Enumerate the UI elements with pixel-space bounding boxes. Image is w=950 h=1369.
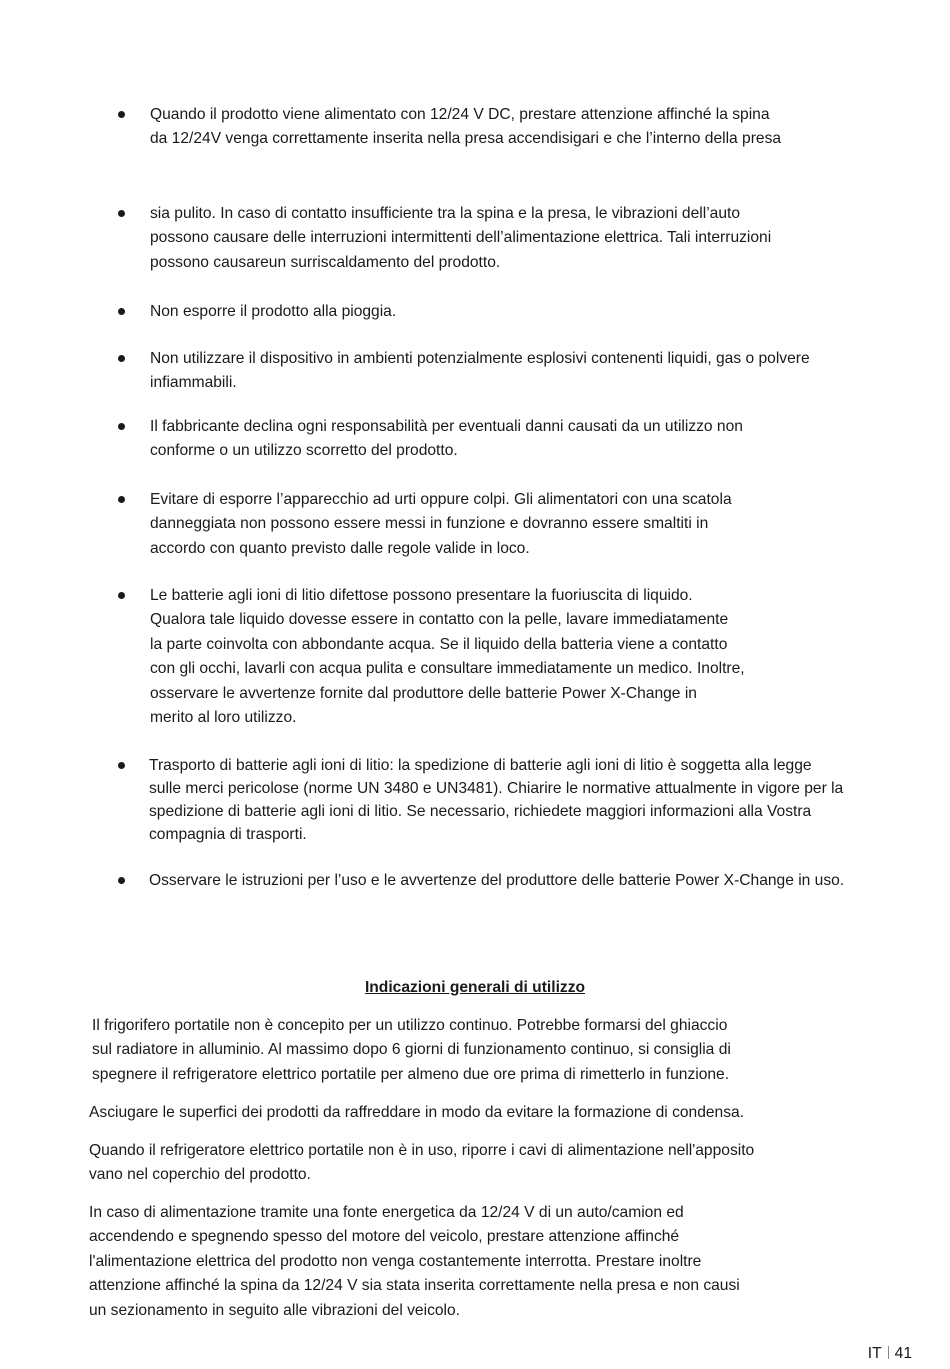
paragraph-line: sul radiatore in alluminio. Al massimo dopo 6 giorni di funzionamento continuo, si consiglia di [92, 1041, 731, 1059]
bullet-line: sulle merci pericolose (norme UN 3480 e UN3481). Chiarire le normative attualmente in vigore per la [149, 780, 844, 797]
bullet-dot [118, 496, 125, 503]
bullet-item-4 [150, 347, 920, 396]
bullet-line: possono causareun surriscaldamento del prodotto. [150, 253, 501, 271]
paragraph-line: In caso di alimentazione tramite una fonte energetica da 12/24 V di un auto/camion ed [89, 1204, 684, 1221]
section-heading: Indicazioni generali di utilizzo [364, 979, 586, 996]
page-number: 41 [894, 1345, 912, 1362]
page-footer [868, 1342, 912, 1366]
bullet-line: Qualora tale liquido dovesse essere in contatto con la pelle, lavare immediatamente [150, 611, 729, 629]
bullet-line: con gli occhi, lavarli con acqua pulita e consultare immediatamente un medico. Inoltre, [150, 660, 745, 678]
bullet-dot [118, 877, 125, 884]
bullet-line: la parte coinvolta con abbondante acqua. Se il liquido della batteria viene a contatto [150, 635, 728, 653]
bullet-dot [118, 423, 125, 430]
paragraph-line: accendendo e spegnendo spesso del motore del veicolo, prestare attenzione affinché [89, 1228, 680, 1246]
paragraph-2 [89, 1101, 929, 1125]
bullet-dot [118, 762, 125, 769]
paragraph-line: Il frigorifero portatile non è concepito per un utilizzo continuo. Potrebbe formarsi del ghiaccio [92, 1017, 728, 1034]
language-code: IT [867, 1345, 882, 1362]
bullet-line: Non esporre il prodotto alla pioggia. [150, 303, 397, 320]
bullet-line: merito al loro utilizzo. [150, 709, 297, 727]
bullet-item-2 [150, 202, 920, 275]
paragraph-line: attenzione affinché la spina da 12/24 V sia stata inserita correttamente nella presa e non causi [89, 1277, 740, 1295]
bullet-item-7 [150, 584, 920, 730]
bullet-line: Quando il prodotto viene alimentato con 12/24 V DC, prestare attenzione affinché la spina [150, 106, 770, 123]
bullet-item-1 [150, 103, 920, 152]
bullet-line: Non utilizzare il dispositivo in ambienti potenzialmente esplosivi contenenti liquidi, gas o polvere [150, 350, 810, 367]
bullet-line: osservare le avvertenze fornite dal produttore delle batterie Power X-Change in [150, 684, 697, 702]
bullet-line: Evitare di esporre l’apparecchio ad urti oppure colpi. Gli alimentatori con una scatola [150, 491, 732, 508]
paragraph-line: Quando il refrigeratore elettrico portatile non è in uso, riporre i cavi di alimentazione nell'apposito [89, 1142, 755, 1159]
paragraph-4 [89, 1201, 929, 1323]
bullet-dot [118, 592, 125, 599]
bullet-line: accordo con quanto previsto dalle regole valide in loco. [150, 539, 530, 557]
bullet-line: Il fabbricante declina ogni responsabilità per eventuali danni causati da un utilizzo non [150, 418, 743, 435]
bullet-item-9 [149, 869, 919, 893]
bullet-line: conforme o un utilizzo scorretto del prodotto. [150, 442, 458, 460]
bullet-dot [118, 308, 125, 315]
bullet-line: Osservare le istruzioni per l’uso e le avvertenze del produttore delle batterie Power X-Change in uso. [149, 872, 845, 889]
bullet-item-8 [149, 754, 919, 846]
bullet-line: danneggiata non possono essere messi in funzione e dovranno essere smaltiti in [150, 515, 709, 533]
paragraph-line: l'alimentazione elettrica del prodotto non venga costantemente interrotta. Prestare inoltre [89, 1252, 702, 1270]
paragraph-line: un sezionamento in seguito alle vibrazioni del veicolo. [89, 1301, 461, 1319]
bullet-line: Le batterie agli ioni di litio difettose possono presentare la fuoriuscita di liquido. [150, 587, 693, 604]
bullet-item-6 [150, 488, 920, 561]
paragraph-line: vano nel coperchio del prodotto. [89, 1166, 311, 1184]
paragraph-line: Asciugare le superfici dei prodotti da raffreddare in modo da evitare la formazione di condensa. [89, 1104, 745, 1121]
bullet-item-5 [150, 415, 920, 464]
paragraph-1 [92, 1014, 932, 1087]
bullet-line: da 12/24V venga correttamente inserita nella presa accendisigari e che l’interno della presa [150, 130, 782, 148]
bullet-line: compagnia di trasporti. [149, 826, 307, 843]
bullet-line: possono causare delle interruzioni intermittenti dell’alimentazione elettrica. Tali interruzioni [150, 229, 772, 247]
bullet-dot [118, 111, 125, 118]
bullet-line: sia pulito. In caso di contatto insufficiente tra la spina e la presa, le vibrazioni dell’auto [150, 205, 741, 222]
bullet-line: infiammabili. [150, 374, 237, 392]
bullet-dot [118, 355, 125, 362]
footer-separator [888, 1346, 889, 1359]
bullet-line: Trasporto di batterie agli ioni di litio: la spedizione di batterie agli ioni di litio è soggetta alla legge [149, 757, 812, 774]
bullet-line: spedizione di batterie agli ioni di litio. Se necessario, richiedete maggiori informazioni alla Vostra [149, 803, 812, 820]
bullet-item-3 [150, 300, 920, 324]
paragraph-line: spegnere il refrigeratore elettrico portatile per almeno due ore prima di rimetterlo in funzione. [92, 1065, 730, 1083]
bullet-dot [118, 210, 125, 217]
paragraph-3 [89, 1139, 929, 1188]
